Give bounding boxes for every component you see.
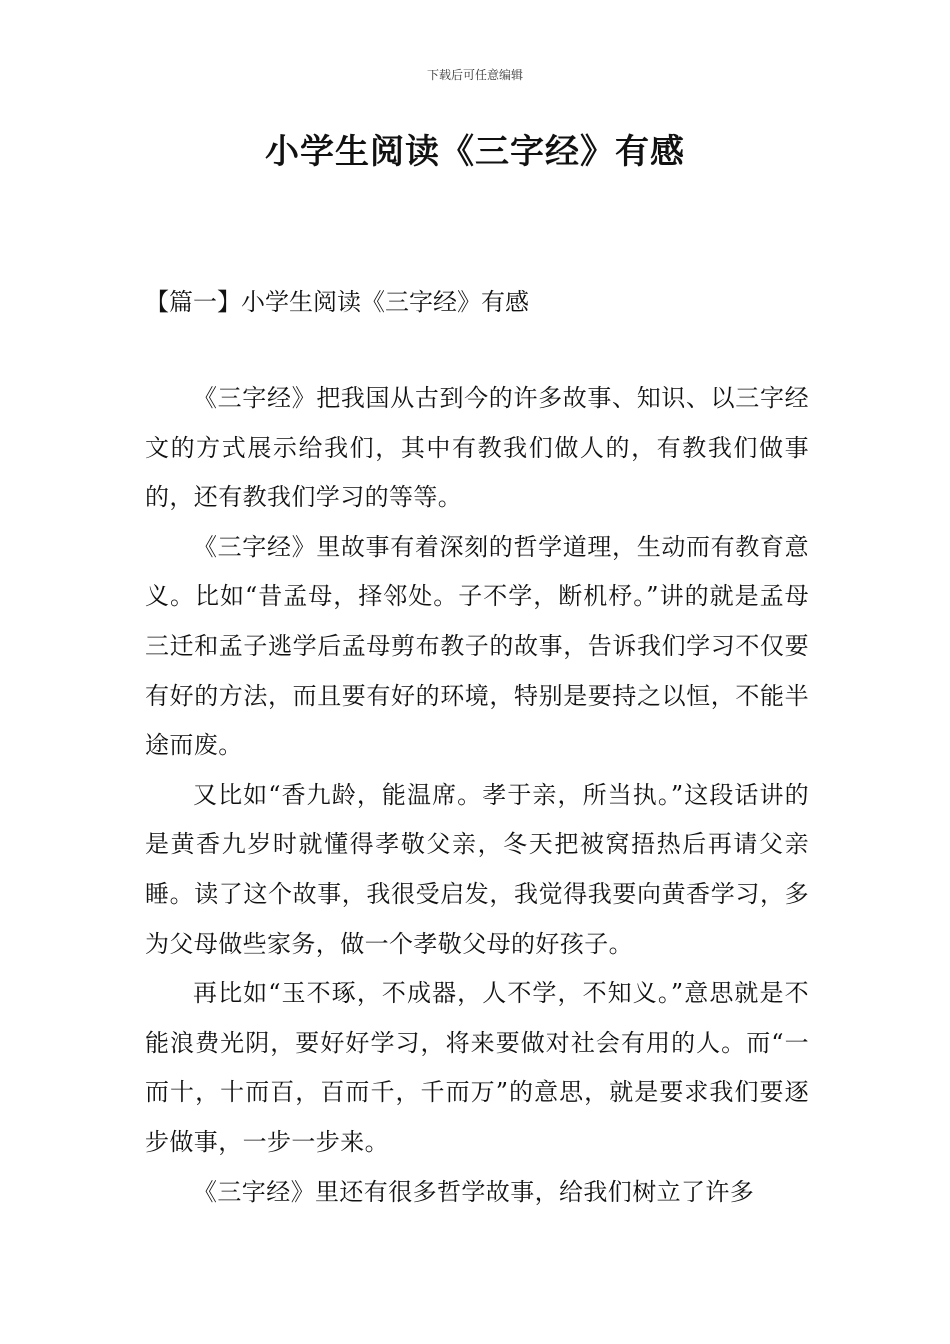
paragraph: 再比如“玉不琢，不成器，人不学，不知义。”意思就是不能浪费光阴，要好好学习，将来要做对社会有用的人。而“一而十，十而百，百而千，千而万”的意思，就是要求我们要逐步做事，一步一步来。 (145, 979, 809, 1156)
paragraph: 又比如“香九龄，能温席。孝于亲，所当执。”这段话讲的是黄香九岁时就懂得孝敬父亲，冬天把被窝捂热后再请父亲睡。读了这个故事，我很受启发，我觉得我要向黄香学习，多为父母做些家务，做一个孝敬父母的好孩子。 (145, 780, 809, 958)
header-note: 下载后可任意编辑 (426, 68, 523, 82)
document-body (145, 374, 809, 1217)
paragraph: 《三字经》把我国从古到今的许多故事、知识、以三字经文的方式展示给我们，其中有教我们做人的，有教我们做事的，还有教我们学习的等等。 (145, 384, 809, 512)
document-title: 小学生阅读《三字经》有感 (265, 132, 685, 172)
section-title: 【篇一】小学生阅读《三字经》有感 (145, 288, 529, 316)
paragraph: 《三字经》里还有很多哲学故事，给我们树立了许多 (193, 1177, 755, 1206)
paragraph: 《三字经》里故事有着深刻的哲学道理，生动而有教育意义。比如“昔孟母，择邻处。子不学，断机杼。”讲的就是孟母三迁和孟子逃学后孟母剪布教子的故事，告诉我们学习不仅要有好的方法，而且要有好的环境，特别是要持之以恒，不能半途而废。 (145, 532, 809, 760)
